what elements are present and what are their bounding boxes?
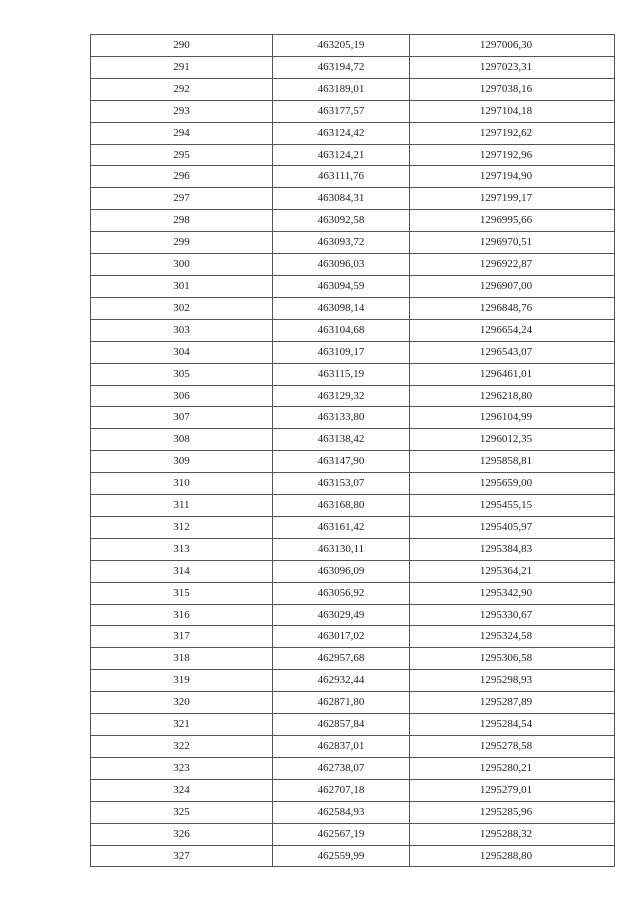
point-number-cell [91,297,273,319]
point-number-cell-text: 302 [173,301,190,314]
table-row [91,166,615,188]
point-number-cell-text: 299 [173,236,190,249]
point-number-cell-text: 300 [173,258,190,271]
point-number-cell [91,845,273,867]
x-coordinate-cell [273,363,410,385]
point-number-cell-text: 313 [173,542,190,555]
y-coordinate-cell [410,582,615,604]
point-number-cell-text: 307 [173,411,190,424]
x-coordinate-cell-text: 462871,80 [317,696,365,709]
point-number-cell-text: 309 [173,455,190,468]
y-coordinate-cell-text: 1295858,81 [479,455,533,468]
point-number-cell [91,232,273,254]
x-coordinate-cell-text: 463129,32 [317,389,365,402]
y-coordinate-cell [410,648,615,670]
point-number-cell [91,319,273,341]
x-coordinate-cell [273,648,410,670]
point-number-cell-text: 311 [173,499,190,512]
point-number-cell-text: 325 [173,805,190,818]
y-coordinate-cell [410,341,615,363]
point-number-cell-text: 292 [173,82,190,95]
y-coordinate-cell-text: 1297038,16 [479,82,533,95]
y-coordinate-cell-text: 1295284,54 [479,718,533,731]
table-row [91,100,615,122]
point-number-cell [91,275,273,297]
x-coordinate-cell [273,736,410,758]
point-number-cell [91,100,273,122]
y-coordinate-cell-text: 1296104,99 [479,411,533,424]
y-coordinate-cell-text: 1295384,83 [479,542,533,555]
x-coordinate-cell [273,604,410,626]
point-number-cell-text: 303 [173,323,190,336]
point-number-cell [91,210,273,232]
point-number-cell-text: 322 [173,740,190,752]
point-number-cell [91,516,273,538]
y-coordinate-cell-text: 1295405,97 [479,520,533,533]
point-number-cell-text: 310 [173,477,190,490]
point-number-cell [91,692,273,714]
y-coordinate-cell-text: 1296848,76 [479,301,533,314]
x-coordinate-cell [273,144,410,166]
point-number-cell [91,144,273,166]
point-number-cell [91,56,273,78]
x-coordinate-cell-text: 463098,14 [317,301,365,314]
y-coordinate-cell-text: 1295306,58 [479,652,533,665]
y-coordinate-cell-text: 1296461,01 [479,367,533,380]
y-coordinate-cell [410,429,615,451]
table-row [91,648,615,670]
x-coordinate-cell-text: 463094,59 [317,279,365,292]
table-row [91,626,615,648]
point-number-cell [91,341,273,363]
point-number-cell-text: 304 [173,345,190,358]
table-row [91,385,615,407]
x-coordinate-cell [273,319,410,341]
y-coordinate-cell-text: 1295278,58 [479,740,533,752]
point-number-cell [91,495,273,517]
x-coordinate-cell [273,495,410,517]
x-coordinate-cell-text: 463092,58 [317,214,365,227]
x-coordinate-cell [273,779,410,801]
point-number-cell-text: 294 [173,126,190,139]
table-row [91,560,615,582]
table-row [91,845,615,867]
point-number-cell-text: 327 [173,849,190,862]
x-coordinate-cell [273,801,410,823]
point-number-cell-text: 306 [173,389,190,402]
table-row [91,670,615,692]
point-number-cell-text: 298 [173,214,190,227]
y-coordinate-cell [410,516,615,538]
y-coordinate-cell-text: 1295455,15 [479,499,533,512]
point-number-cell [91,823,273,845]
x-coordinate-cell [273,757,410,779]
x-coordinate-cell [273,538,410,560]
point-number-cell [91,670,273,692]
point-number-cell-text: 308 [173,433,190,446]
point-number-cell [91,801,273,823]
x-coordinate-cell-text: 463133,80 [317,411,365,424]
table-row [91,692,615,714]
table-row [91,473,615,495]
table-row [91,363,615,385]
x-coordinate-cell [273,845,410,867]
point-number-cell [91,363,273,385]
x-coordinate-cell [273,473,410,495]
y-coordinate-cell [410,736,615,758]
y-coordinate-cell [410,363,615,385]
table-row [91,341,615,363]
x-coordinate-cell-text: 463056,92 [317,586,365,599]
y-coordinate-cell-text: 1296218,80 [479,389,533,402]
table-row [91,429,615,451]
point-number-cell-text: 295 [173,148,190,161]
y-coordinate-cell [410,319,615,341]
y-coordinate-cell-text: 1297104,18 [479,104,533,117]
x-coordinate-cell-text: 463161,42 [317,520,365,533]
x-coordinate-cell [273,626,410,648]
x-coordinate-cell [273,582,410,604]
y-coordinate-cell [410,604,615,626]
point-number-cell-text: 293 [173,104,190,117]
y-coordinate-cell [410,275,615,297]
point-number-cell-text: 291 [173,60,190,73]
x-coordinate-cell-text: 463153,07 [317,477,365,490]
point-number-cell-text: 317 [173,630,190,643]
table-row [91,407,615,429]
table-row [91,451,615,473]
y-coordinate-cell-text: 1295364,21 [479,564,533,577]
x-coordinate-cell [273,670,410,692]
x-coordinate-cell-text: 462559,99 [317,849,365,862]
point-number-cell [91,407,273,429]
y-coordinate-cell-text: 1296543,07 [479,345,533,358]
y-coordinate-cell [410,714,615,736]
x-coordinate-cell-text: 463029,49 [317,608,365,621]
y-coordinate-cell-text: 1295279,01 [479,783,533,796]
point-number-cell [91,779,273,801]
x-coordinate-cell [273,451,410,473]
x-coordinate-cell [273,714,410,736]
point-number-cell-text: 312 [173,520,190,533]
point-number-cell-text: 320 [173,696,190,709]
point-number-cell-text: 290 [173,39,190,51]
y-coordinate-cell [410,144,615,166]
x-coordinate-cell [273,166,410,188]
x-coordinate-cell [273,341,410,363]
point-number-cell [91,582,273,604]
y-coordinate-cell-text: 1295324,58 [479,630,533,643]
y-coordinate-cell-text: 1297192,62 [479,126,533,139]
y-coordinate-cell-text: 1295298,93 [479,674,533,687]
x-coordinate-cell-text: 463017,02 [317,630,365,643]
point-number-cell [91,122,273,144]
x-coordinate-cell-text: 463104,68 [317,323,365,336]
point-number-cell-text: 318 [173,652,190,665]
y-coordinate-cell-text: 1296922,87 [479,258,533,271]
table-row [91,779,615,801]
y-coordinate-cell-text: 1295285,96 [479,805,533,818]
x-coordinate-cell [273,823,410,845]
x-coordinate-cell [273,297,410,319]
x-coordinate-cell-text: 462707,18 [317,783,365,796]
y-coordinate-cell-text: 1297199,17 [479,192,533,205]
table-row [91,78,615,100]
y-coordinate-cell-text: 1296970,51 [479,236,533,249]
y-coordinate-cell-text: 1295287,89 [479,696,533,709]
x-coordinate-cell-text: 463168,80 [317,499,365,512]
x-coordinate-cell-text: 463189,01 [317,82,365,95]
x-coordinate-cell [273,232,410,254]
x-coordinate-cell [273,692,410,714]
y-coordinate-cell [410,166,615,188]
table-row [91,297,615,319]
y-coordinate-cell [410,495,615,517]
x-coordinate-cell-text: 463130,11 [317,542,365,555]
y-coordinate-cell [410,100,615,122]
point-number-cell [91,35,273,57]
point-number-cell-text: 305 [173,367,190,380]
coordinates-table-body [91,35,615,867]
point-number-cell [91,385,273,407]
x-coordinate-cell [273,56,410,78]
table-row [91,210,615,232]
y-coordinate-cell-text: 1295288,32 [479,827,533,840]
x-coordinate-cell [273,122,410,144]
point-number-cell-text: 297 [173,192,190,205]
y-coordinate-cell [410,407,615,429]
y-coordinate-cell [410,845,615,867]
point-number-cell [91,736,273,758]
y-coordinate-cell [410,297,615,319]
y-coordinate-cell-text: 1296995,66 [479,214,533,227]
y-coordinate-cell-text: 1297023,31 [479,60,533,73]
point-number-cell [91,757,273,779]
table-row [91,714,615,736]
y-coordinate-cell [410,254,615,276]
point-number-cell-text: 301 [173,279,190,292]
point-number-cell [91,166,273,188]
x-coordinate-cell-text: 462567,19 [317,827,365,840]
y-coordinate-cell-text: 1297194,90 [479,170,533,183]
y-coordinate-cell [410,451,615,473]
point-number-cell-text: 314 [173,564,190,577]
table-row [91,35,615,57]
y-coordinate-cell [410,210,615,232]
x-coordinate-cell-text: 462738,07 [317,761,365,774]
point-number-cell [91,648,273,670]
x-coordinate-cell [273,35,410,57]
x-coordinate-cell [273,429,410,451]
y-coordinate-cell [410,779,615,801]
point-number-cell [91,78,273,100]
table-row [91,582,615,604]
point-number-cell-text: 315 [173,586,190,599]
point-number-cell-text: 321 [173,718,190,731]
x-coordinate-cell-text: 463205,19 [317,39,365,51]
table-row [91,144,615,166]
x-coordinate-cell-text: 463147,90 [317,455,365,468]
table-row [91,801,615,823]
x-coordinate-cell-text: 463093,72 [317,236,365,249]
coordinates-table [90,34,615,867]
x-coordinate-cell-text: 462932,44 [317,674,365,687]
point-number-cell [91,254,273,276]
point-number-cell [91,714,273,736]
y-coordinate-cell [410,560,615,582]
y-coordinate-cell [410,757,615,779]
table-row [91,495,615,517]
y-coordinate-cell [410,122,615,144]
y-coordinate-cell-text: 1295659,00 [479,477,533,490]
table-row [91,319,615,341]
point-number-cell [91,560,273,582]
point-number-cell [91,429,273,451]
table-row [91,736,615,758]
x-coordinate-cell-text: 462584,93 [317,805,365,818]
x-coordinate-cell-text: 462857,84 [317,718,365,731]
x-coordinate-cell [273,385,410,407]
x-coordinate-cell-text: 462837,01 [317,740,365,752]
x-coordinate-cell-text: 463109,17 [317,345,365,358]
x-coordinate-cell [273,78,410,100]
y-coordinate-cell-text: 1296654,24 [479,323,533,336]
point-number-cell-text: 296 [173,170,190,183]
table-row [91,232,615,254]
x-coordinate-cell-text: 463096,03 [317,258,365,271]
x-coordinate-cell [273,275,410,297]
y-coordinate-cell [410,692,615,714]
x-coordinate-cell-text: 463138,42 [317,433,365,446]
table-row [91,275,615,297]
y-coordinate-cell-text: 1296012,35 [479,433,533,446]
y-coordinate-cell [410,385,615,407]
x-coordinate-cell-text: 463084,31 [317,192,365,205]
point-number-cell [91,538,273,560]
y-coordinate-cell-text: 1296907,00 [479,279,533,292]
y-coordinate-cell-text: 1295342,90 [479,586,533,599]
y-coordinate-cell-text: 1295288,80 [479,849,533,862]
point-number-cell-text: 323 [173,761,190,774]
x-coordinate-cell-text: 463194,72 [317,60,365,73]
table-row [91,823,615,845]
x-coordinate-cell-text: 462957,68 [317,652,365,665]
y-coordinate-cell-text: 1295330,67 [479,608,533,621]
y-coordinate-cell [410,232,615,254]
x-coordinate-cell-text: 463124,42 [317,126,365,139]
y-coordinate-cell [410,188,615,210]
y-coordinate-cell [410,35,615,57]
x-coordinate-cell [273,407,410,429]
table-row [91,757,615,779]
x-coordinate-cell [273,254,410,276]
y-coordinate-cell-text: 1297006,30 [479,39,533,51]
x-coordinate-cell [273,100,410,122]
table-row [91,122,615,144]
point-number-cell-text: 324 [173,783,190,796]
table-row [91,254,615,276]
x-coordinate-cell-text: 463124,21 [317,148,365,161]
x-coordinate-cell-text: 463177,57 [317,104,365,117]
point-number-cell-text: 319 [173,674,190,687]
x-coordinate-cell [273,210,410,232]
x-coordinate-cell-text: 463115,19 [317,367,365,380]
y-coordinate-cell [410,626,615,648]
table-row [91,188,615,210]
point-number-cell-text: 316 [173,608,190,621]
table-row [91,516,615,538]
table-row [91,604,615,626]
point-number-cell [91,626,273,648]
point-number-cell [91,451,273,473]
y-coordinate-cell [410,823,615,845]
x-coordinate-cell [273,516,410,538]
y-coordinate-cell [410,78,615,100]
y-coordinate-cell [410,473,615,495]
x-coordinate-cell-text: 463096,09 [317,564,365,577]
y-coordinate-cell [410,538,615,560]
point-number-cell [91,473,273,495]
x-coordinate-cell [273,188,410,210]
y-coordinate-cell [410,56,615,78]
point-number-cell [91,188,273,210]
table-row [91,56,615,78]
y-coordinate-cell [410,801,615,823]
point-number-cell-text: 326 [173,827,190,840]
y-coordinate-cell [410,670,615,692]
point-number-cell [91,604,273,626]
x-coordinate-cell-text: 463111,76 [318,170,364,183]
y-coordinate-cell-text: 1295280,21 [479,761,533,774]
y-coordinate-cell-text: 1297192,96 [479,148,533,161]
x-coordinate-cell [273,560,410,582]
table-row [91,538,615,560]
